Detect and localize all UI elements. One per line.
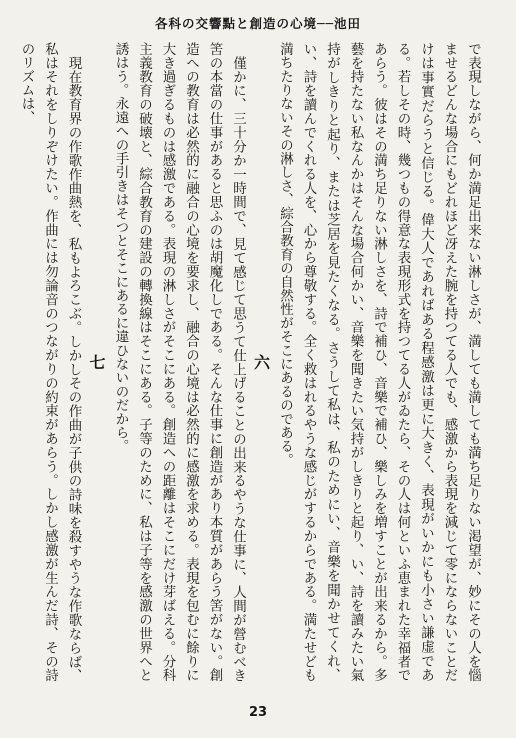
page-number: 23 xyxy=(248,705,268,720)
paragraph: で表現しながら、何か満足出来ない淋しさが、満しても満しても満ち足りない渇望が、妙にその人を惱ませるどんな場合にもどれほど冴えた腕を持つてる人でも、感激から表現を減じて零にならないことだけは事實だらうと信じる。偉大人であればある程感激は更に大きく、表現がいかにも小さい謙虚である。若しその時、幾つもの得意な表現形式を持つてる人がゐたら、その人は何といふ恵まれた幸福者であらう。彼はその満ち足りない淋しさを、詩で補ひ、音樂で補ひ、樂しみを増すことが出来るから。多藝を持たない私なんかはそんな場合何かい、音樂を聞きたい気持がしきりと起り、い、詩を讀みたい氣持がしきりと起り、または芝居を見たくなる。さうして私は、私のためにい、音樂を聞かせてくれ、い、詩を讀んでくれる人を、心から尊敬する。全く救はれるやうな感じがするからである。満たせども満ちたりないその淋しさ、綜合教育の自然性がそこにあるのである。 xyxy=(277,42,481,682)
page-body xyxy=(18,42,484,682)
paragraph: 僅かに、三十分か一時間で、見て感じて思うて仕上げることの出来るやうな仕事に、人間が營むべき筈の本當の仕事があると思ふのは胡魔化しである。そんな仕事に創造があり本質があらう筈がない。創造への教育は必然的に融合の心境を要求し、融合の心境は必然的に感激を求める。表現を包むに餘りに大き過ぎるものは感激である。表現の淋しさがそこにある。創造への距離はそこにだけ芽ばえる。分科主義教育の破壊と、綜合教育の建設の轉換線はそこにある。子等のために、私は子等を感激の世界へと誘はう。永遠への手引きはそつとそこにあるに違ひないのだから。 xyxy=(112,42,246,682)
paragraph: 現在教育界の作歌作曲熱を、私もよろこぶ。しかしその作曲が子供の詩味を殺すやうな作歌ならば、私はそれをしりぞけたい。作曲には勿論音のつながりの約束があらう。しかし感激が生んだ詩、その詩のリズムは、 xyxy=(18,42,82,682)
section-number-6: 六 xyxy=(251,353,271,371)
section-number-7: 七 xyxy=(87,353,106,371)
running-head: 各科の交響點と創造の心境──池田 xyxy=(154,16,362,31)
